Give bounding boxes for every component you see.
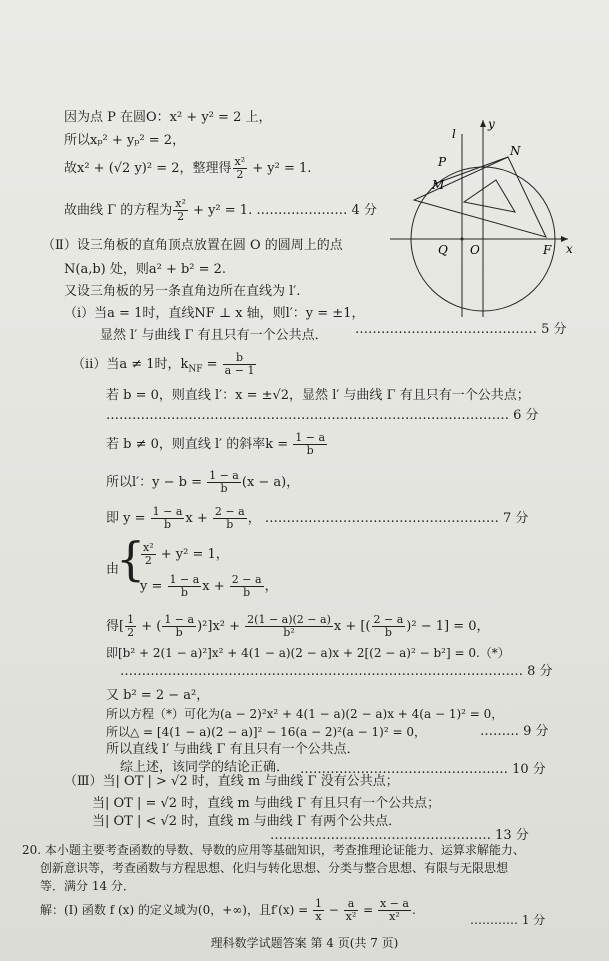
fraction: [151, 506, 185, 531]
text-line: [106, 432, 328, 457]
fraction: [378, 898, 411, 923]
label-p: P: [438, 155, 447, 169]
fraction-den: b: [384, 626, 392, 639]
text-line: [64, 198, 377, 223]
fraction-num: 1 − a: [295, 431, 326, 444]
text-fragment: + y² = 1. ………………… 4 分: [188, 203, 377, 218]
text-line: 即[b² + 2(1 − a)²]x² + 4(1 − a)(2 − a)x + 2[(2 − a)² − b²] = 0.（*）: [106, 646, 510, 660]
fraction-num: 2 − a: [373, 613, 404, 626]
fraction-den: b²: [283, 626, 295, 639]
score-marker: …………………………………… 5 分: [355, 322, 567, 337]
label-y: y: [488, 117, 495, 131]
score-marker: ………………………………………………………………………………… 8 分: [120, 664, 553, 679]
text-fragment: x + [(: [333, 619, 371, 634]
fraction-num: 2(1 − a)(2 − a): [247, 613, 331, 626]
text-line: [64, 156, 311, 181]
fraction-num: 2 − a: [214, 505, 245, 518]
text-line: 创新意识等，考查函数与方程思想、化归与转化思想、分类与整合思想、有限与无限思想: [40, 861, 509, 875]
fraction-num: x²: [175, 197, 186, 210]
coordinate-figure: [378, 112, 578, 322]
score-marker: ………………………………………… 10 分: [300, 762, 546, 777]
text-line: 当| OT | < √2 时，直线 m 与曲线 Γ 有两个公共点．: [92, 814, 402, 829]
fraction: [162, 614, 196, 639]
fraction-den: x: [315, 910, 322, 923]
system-label: 由: [106, 562, 120, 577]
label-f: F: [543, 243, 552, 257]
label-o: O: [470, 243, 480, 257]
point-dot: [461, 238, 464, 241]
fraction-num: x²: [234, 155, 246, 168]
triangle-board: [414, 157, 546, 237]
fraction: [344, 898, 359, 923]
fraction: [141, 542, 156, 567]
fraction: [168, 574, 202, 599]
fraction: [313, 898, 324, 923]
fraction: [372, 614, 406, 639]
text-line: 所以直线 l′ 与曲线 Γ 有且只有一个公共点．: [106, 742, 360, 757]
text-fragment: =: [202, 357, 222, 372]
text-fragment: 故曲线 Γ 的方程为: [64, 203, 173, 218]
text-fragment: 得[: [106, 619, 125, 634]
fraction: [223, 352, 257, 377]
text-line: 又 b² = 2 − a²，: [106, 688, 210, 703]
text-fragment: x +: [185, 511, 212, 526]
fraction-num: b: [223, 352, 257, 365]
fraction-den: b: [164, 518, 172, 531]
text-line: 综上述，该同学的结论正确．: [120, 760, 290, 775]
subscript: NF: [188, 364, 203, 375]
fraction-num: 1 − a: [169, 573, 200, 586]
text-line: [140, 542, 229, 567]
text-line: 显然 l′ 与曲线 Γ 有且只有一个公共点．: [100, 328, 328, 343]
fraction-num: x − a: [379, 897, 409, 910]
label-q: Q: [438, 243, 448, 257]
text-fragment: 若 b ≠ 0，则直线 l′ 的斜率k =: [106, 437, 293, 452]
text-line: [106, 470, 299, 495]
fraction: [213, 506, 247, 531]
fraction: [207, 470, 241, 495]
fraction-den: b: [180, 586, 188, 599]
text-line: 当| OT | = √2 时，直线 m 与曲线 Γ 有且只有一个公共点；: [92, 796, 441, 811]
score-marker: …………………………………………… 13 分: [270, 828, 529, 843]
brace-icon: {: [116, 532, 146, 586]
text-line: [40, 898, 416, 923]
score-marker: ………………………………………………………………………………… 6 分: [106, 408, 539, 423]
page-footer: 理科数学试题答案 第 4 页(共 7 页): [210, 936, 399, 950]
text-line: N(a,b) 处，则a² + b² = 2.: [64, 262, 227, 277]
fraction-num: 1 − a: [152, 505, 183, 518]
fraction: [173, 198, 188, 223]
fraction: [125, 614, 136, 639]
text-line: 因为点 P 在圆O：x² + y² = 2 上，: [64, 110, 272, 125]
fraction-num: 2 − a: [231, 573, 262, 586]
text-fragment: 故x² + (√2 y)² = 2，整理得: [64, 161, 232, 176]
text-fragment: )²]x² +: [197, 619, 245, 634]
fraction-den: b: [306, 444, 314, 457]
fraction-den: b: [175, 626, 183, 639]
text-line: [106, 506, 528, 531]
fraction-den: x²: [389, 910, 400, 923]
fraction-num: 1 − a: [164, 613, 195, 626]
fraction: [230, 574, 264, 599]
fraction-den: x²: [345, 910, 357, 923]
text-fragment: (x − a)，: [241, 475, 300, 490]
text-line: 所以xₚ² + yₚ² = 2，: [64, 133, 186, 148]
fraction: [293, 432, 327, 457]
text-fragment: + y² = 1，: [156, 547, 229, 562]
fraction-num: 1 − a: [209, 469, 239, 482]
text-line: [140, 574, 278, 599]
fraction-num: 1: [127, 613, 135, 626]
section-heading: （Ⅲ）当| OT | > √2 时，直线 m 与曲线 Γ 没有公共点；: [64, 774, 399, 789]
text-line: 又设三角板的另一条直角边所在直线为 l′.: [64, 284, 301, 299]
text-fragment: )² − 1] = 0，: [406, 619, 490, 634]
fraction-den: b: [220, 482, 228, 495]
fraction-den: 2: [177, 210, 185, 223]
fraction-den: b: [226, 518, 234, 531]
fraction-den: a − 1: [224, 364, 255, 377]
text-fragment: 解：(Ⅰ) 函数 f (x) 的定义域为(0，+∞)，且f′(x) =: [40, 903, 312, 917]
text-fragment: y =: [140, 579, 167, 594]
label-l: l: [452, 127, 456, 141]
text-line: 若 b = 0，则直线 l′：x = ±√2，显然 l′ 与曲线 Γ 有且只有一个公共点；: [106, 388, 530, 403]
fraction-num: a: [344, 898, 359, 911]
fraction: [245, 614, 333, 639]
text-fragment: −: [324, 903, 343, 917]
text-fragment: ，: [264, 579, 278, 594]
text-fragment: =: [359, 903, 377, 917]
text-fragment: 即 y =: [106, 511, 150, 526]
fraction-num: 1: [314, 897, 322, 910]
text-line: 所以△ = [4(1 − a)(2 − a)]² − 16(a − 2)²(a − 1)² = 0，: [106, 725, 426, 739]
text-line: 20. 本小题主要考查函数的导数、导数的应用等基础知识，考查推理论证能力、运算求解能力、: [22, 843, 525, 857]
text-fragment: （ⅱ）当a ≠ 1时，k: [72, 357, 189, 372]
fraction-den: b: [243, 586, 251, 599]
text-line: [72, 352, 257, 378]
text-line: 所以方程（*）可化为(a − 2)²x² + 4(1 − a)(2 − a)x + 4(a − 1)² = 0，: [106, 707, 504, 721]
text-line: （ⅰ）当a = 1时，直线NF ⊥ x 轴，则l′：y = ±1，: [64, 306, 365, 321]
text-fragment: 所以l′：y − b =: [106, 475, 207, 490]
label-x: x: [566, 242, 573, 256]
fraction-den: 2: [144, 554, 152, 567]
text-fragment: ， ……………………………………………… 7 分: [247, 511, 529, 526]
label-m: M: [432, 178, 445, 192]
text-fragment: + (: [137, 619, 162, 634]
fraction-den: 2: [127, 626, 135, 639]
text-line: [106, 614, 490, 639]
text-fragment: .: [411, 903, 416, 917]
score-marker: ………… 1 分: [470, 913, 546, 927]
fraction-den: 2: [236, 168, 244, 181]
triangle-board-inner: [464, 180, 515, 212]
text-fragment: + y² = 1.: [248, 161, 312, 176]
fraction-num: x²: [143, 541, 154, 554]
fraction: [233, 156, 248, 181]
section-heading: （Ⅱ）设三角板的直角顶点放置在圆 O 的圆周上的点: [42, 238, 343, 253]
text-line: 等．满分 14 分．: [40, 879, 135, 893]
y-axis-arrow-icon: [480, 120, 486, 127]
score-marker: ……… 9 分: [480, 724, 549, 739]
label-n: N: [510, 144, 521, 158]
text-fragment: x +: [202, 579, 229, 594]
